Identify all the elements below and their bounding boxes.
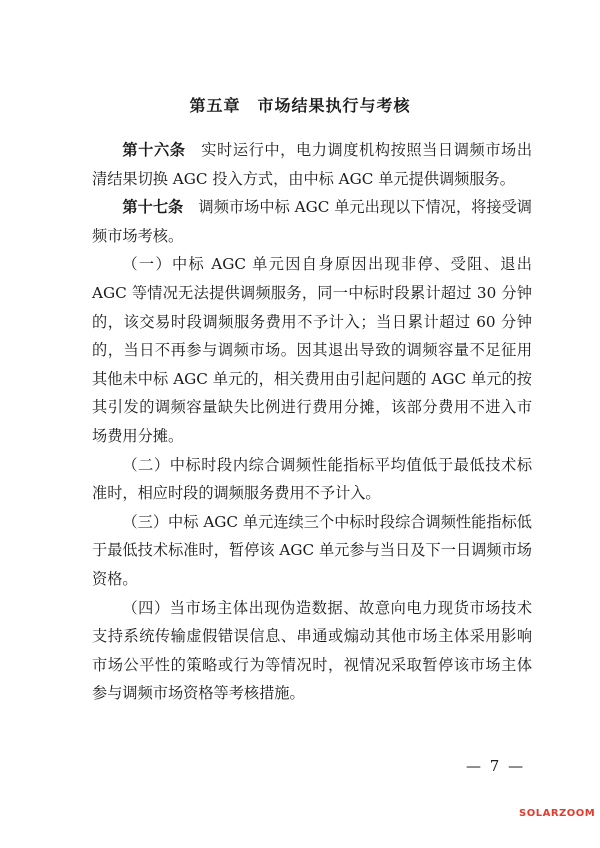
article-16 <box>92 136 532 193</box>
article-17-item-3: （三）中标 AGC 单元连续三个中标时段综合调频性能指标低于最低技术标准时，暂停该 AGC 单元参与当日及下一日调频市场资格。 <box>92 512 532 588</box>
article-17-item-4: （四）当市场主体出现伪造数据、故意向电力现货市场技术支持系统传输虚假错误信息、串通或煽动其他市场主体采用影响市场公平性的策略或行为等情况时，视情况采取暂停该市场主体参与调频市场资格等考核措施。 <box>92 598 532 703</box>
article-number: 第十六条 <box>122 141 186 159</box>
article-text: 实时运行中，电力调度机构按照当日调频市场出清结果切换 AGC 投入方式，由中标 AGC 单元提供调频服务。 <box>92 141 533 188</box>
watermark-logo: SOLARZOOM <box>519 808 596 819</box>
article-text: 调频市场中标 AGC 单元出现以下情况，将接受调频市场考核。 <box>92 198 532 245</box>
article-17-item-1: （一）中标 AGC 单元因自身原因出现非停、受阻、退出 AGC 等情况无法提供调频服务，同一中标时段累计超过 30 分钟的，该交易时段调频服务费用不予计入；当日累计超过 60 分钟的，当日不再参与调频市场。因其退出导致的调频容量不足征用其他未中标 AGC 单元的，相关费用由引起问题的 AGC 单元的按其引发的调频容量缺失比例进行费用分摊，该部分费用不进入市场费用分摊。 <box>92 255 532 445</box>
chapter-title: 第五章 市场结果执行与考核 <box>189 96 411 115</box>
article-17 <box>92 193 532 250</box>
document-body <box>92 136 532 708</box>
article-number: 第十七条 <box>122 198 184 217</box>
article-17-item-2: （二）中标时段内综合调频性能指标平均值低于最低技术标准时，相应时段的调频服务费用不予计入。 <box>92 455 532 503</box>
page-number: — 7 — <box>466 757 526 775</box>
